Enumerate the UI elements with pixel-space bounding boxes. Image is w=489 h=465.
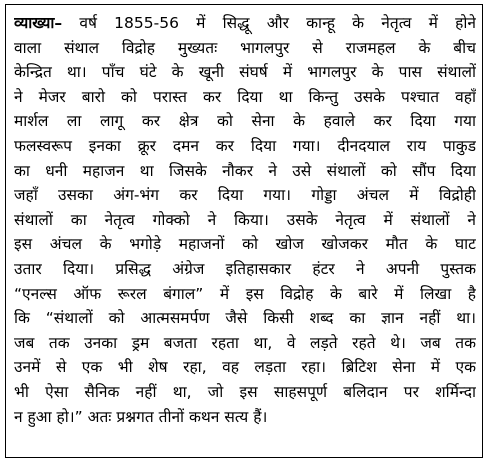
passage-line-2: वाला संथाल विद्रोह मुख्यतः भागलपुर से राजमहल के बीच <box>14 38 476 57</box>
passage-line-1 <box>14 11 476 36</box>
passage-line-13: कि “संथालों को आत्मसमर्पण जैसे किसी शब्द का ज्ञान नहीं था। <box>14 309 476 328</box>
passage-line-10: इस अंचल के भगोड़े महाजनों को खोज खोजकर मौत के घाट <box>14 235 476 254</box>
explanation-box <box>5 4 483 458</box>
passage-line-8: जहाँ उसका अंग-भंग कर दिया गया। गोड्डा अंचल में विद्रोही <box>14 186 476 205</box>
passage-line-11: उतार दिया। प्रसिद्ध अंग्रेज इतिहासकार हंटर ने अपनी पुस्तक <box>14 259 476 278</box>
passage-line-9: संथालों का नेतृत्व गोक्को ने किया। उसके नेतृत्व में संथालों ने <box>14 210 476 229</box>
passage-line-1-text: वर्ष 1855-56 में सिद्धू और कान्हू के नेतृत्व में होने <box>79 14 476 32</box>
passage-line-15: उनमें से एक भी शेष रहा, वह लड़ता रहा। ब्रिटिश सेना में एक <box>14 358 476 377</box>
passage-line-3: केन्द्रित था। पाँच घंटे के खूनी संघर्ष में भागलपुर के पास संथालों <box>14 63 476 82</box>
passage-line-6: फलस्वरूप इनका क्रूर दमन कर दिया गया। दीनदयाल राय पाकुड <box>14 136 476 155</box>
passage-line-12: “एनल्स ऑफ रूरल बंगाल” में इस विद्रोह के बारे में लिखा है <box>14 284 476 303</box>
passage-line-14: जब तक उनका ड्रम बजता रहता था, वे लड़ते रहते थे। जब तक <box>14 333 476 352</box>
passage-line-17: न हुआ हो।” अतः प्रश्नगत तीनों कथन सत्य हैं। <box>14 407 268 426</box>
passage-line-5: मार्शल ला लागू कर क्षेत्र को सेना के हवाले कर दिया गया <box>14 112 476 131</box>
passage-line-16: भी ऐसा सैनिक नहीं था, जो इस साहसपूर्ण बलिदान पर शर्मिन्दा <box>14 382 476 401</box>
passage-line-4: ने मेजर बारो को परास्त कर दिया था किन्तु उसके पश्चात वहाँ <box>14 87 476 106</box>
passage-line-7: का धनी महाजन था जिसके नौकर ने उसे संथालों को सौंप दिया <box>14 161 476 180</box>
explanation-label: व्याख्या– <box>14 14 63 32</box>
